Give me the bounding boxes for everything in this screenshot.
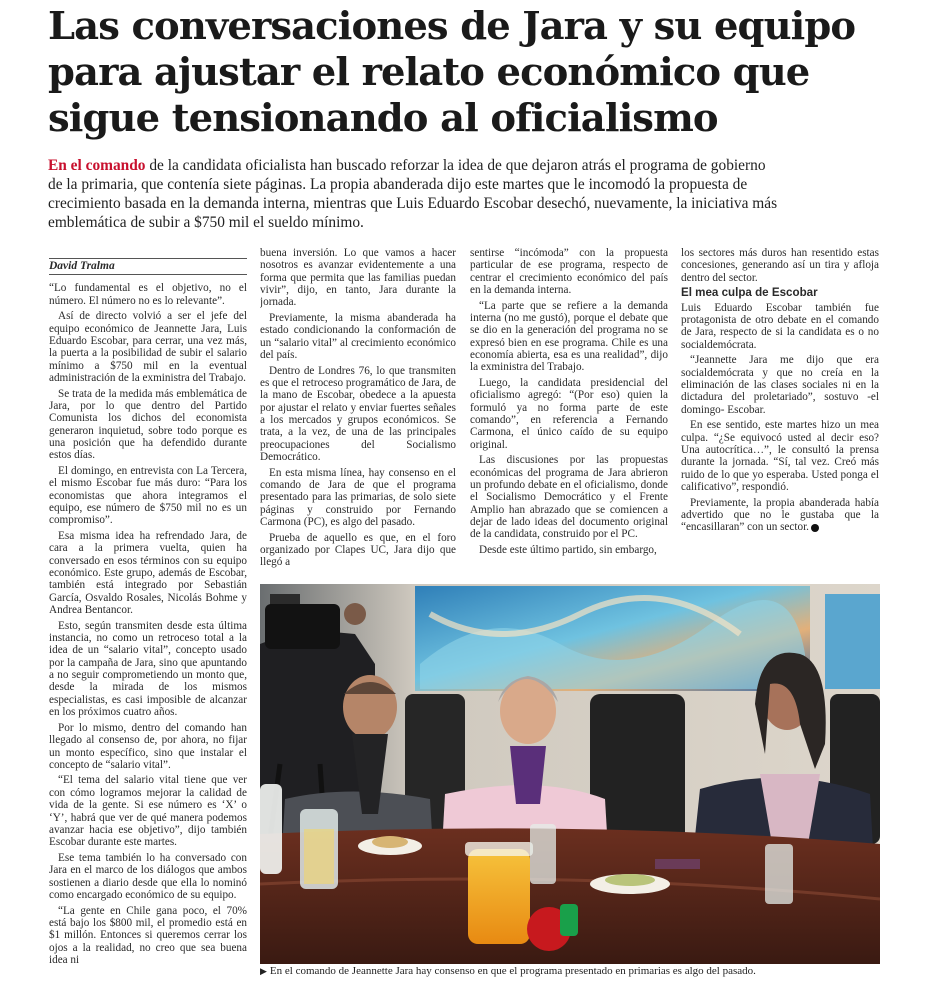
- paragraph: Así de directo volvió a ser el jefe del equipo económico de Jeannette Jara, Luis Eduardo Escobar, para cerrar, una vez más, la puerta a la posibilidad de subir el salario mínimo a $750 mil en la eventual administración de la exministra del Trabajo.: [49, 310, 247, 385]
- paragraph: Esa misma idea ha refrendado Jara, de cara a la primera vuelta, quien ha conversado en esos términos con su equipo económico. Este grupo, además de Escobar, también está integrado por Sebastián García, Osvaldo Rosales, Nicolás Bohme y Andrea Bentancor.: [49, 530, 247, 617]
- paragraph: sentirse “incómoda” con la propuesta particular de ese programa, respecto de centrar el crecimiento económico del país en la demanda interna.: [470, 247, 668, 297]
- paragraph: “La gente en Chile gana poco, el 70% está bajo los $800 mil, el promedio está en $1 millón. Entonces si queremos cerrar los ojos a la realidad, no creo que sea buena idea ni: [49, 904, 247, 966]
- column-1: [49, 258, 247, 988]
- meeting-photo-illustration: [260, 584, 880, 964]
- paragraph: Ese tema también lo ha conversado con Jara en el marco de los diálogos que ambos sostienen a diario desde que ella lo nominó como encargado económico de su equipo.: [49, 851, 247, 901]
- paragraph: Luego, la candidata presidencial del oficialismo agregó: “(Por eso) quien la formuló ya no forma parte de este comando”, en referencia a Fernando Carmona, el único caído de su equipo original.: [470, 377, 668, 451]
- column-2: [260, 247, 456, 577]
- article-photo: [260, 584, 880, 964]
- paragraph: “Jeannette Jara me dijo que era socialdemócrata y que no creía en la eliminación de las clases sociales ni en la dictadura del proletariado”, sostuvo -el domingo- Escobar.: [681, 354, 879, 416]
- paragraph: “Lo fundamental es el objetivo, no el número. El número no es lo relevante”.: [49, 282, 247, 307]
- paragraph-text: Previamente, la propia abanderada había advertido que no le gustaba que la “encasillaran” con un sector.: [681, 496, 879, 534]
- paragraph: “El tema del salario vital tiene que ver con cómo logramos mejorar la calidad de vida de la gente. Si ese número es ‘X’ o ‘Y’, habrá que ver de qué manera podemos avanzar hacia ese objetivo”, dijo también Escobar durante este martes.: [49, 774, 247, 849]
- paragraph: Por lo mismo, dentro del comando han llegado al consenso de, por ahora, no fijar un monto específico, sino que instalar el concepto de “salario vital”.: [49, 721, 247, 771]
- lead-text: de la candidata oficialista han buscado reforzar la idea de que dejaron atrás el programa de gobierno de la primaria, que contenía siete páginas. La propia abanderada dijo este martes que le incomodó la propuesta de crecimiento basada en la demanda interna, mientras que Luis Eduardo Escobar desechó, nuevamente, la iniciativa más emblemática de subir a $750 mil el sueldo mínimo.: [48, 157, 778, 231]
- paragraph: los sectores más duros han resentido estas concesiones, generando así un tira y afloja dentro del sector.: [681, 247, 879, 284]
- lead-kicker: En el comando: [48, 157, 146, 174]
- caption-arrow-icon: ▶: [260, 966, 267, 976]
- paragraph: Se trata de la medida más emblemática de Jara, por lo que dentro del Partido Comunista los dichos del economista generaron inquietud, sobre todo porque es una posición que ha defendido durante estos días.: [49, 387, 247, 462]
- column-3: [470, 247, 668, 577]
- paragraph: “La parte que se refiere a la demanda interna (no me gustó), porque el debate que se dio en la generación del programa no se expresó bien en ese programa. Chile es una economía abierta, esa es una realidad”, dijo la exministra del Trabajo.: [470, 299, 668, 374]
- column-4: [681, 247, 879, 577]
- paragraph: Previamente, la misma abanderada ha estado condicionando la conformación de un “salario vital” al crecimiento económico del país.: [260, 312, 456, 362]
- paragraph: Luis Eduardo Escobar también fue protagonista de otro debate en el comando de Jara, respecto de si la candidata es o no socialdemócrata.: [681, 301, 879, 351]
- paragraph: En esta misma línea, hay consenso en el comando de Jara de que el programa presentado para las primarias, de solo siete páginas y construido por Fernando Carmona (PC), es algo del pasado.: [260, 466, 456, 529]
- paragraph: En ese sentido, este martes hizo un mea culpa. “¿Se equivocó usted al decir eso? Una autocrítica…”, le consultó la prensa durante la jornada. “Sí, tal vez. Creó más ruido de lo que yo esperaba. Usted ponga el calificativo”, respondió.: [681, 419, 879, 494]
- paragraph: buena inversión. Lo que vamos a hacer nosotros es avanzar evidentemente a una forma que permita que las familias puedan vivir”, dijo, en tanto, Jara durante la jornada.: [260, 247, 456, 309]
- section-subhead: El mea culpa de Escobar: [681, 286, 818, 300]
- caption-text: En el comando de Jeannette Jara hay consenso en que el programa presentado en primarias es algo del pasado.: [269, 965, 756, 977]
- paragraph: Esto, según transmiten desde esta última instancia, no como un retroceso total a la idea de un “salario vital”, concepto usado por la campaña de Jara, sino que apuntando a no seguir comprometiendo un monto que, desde la mirada de los mismos especialistas, es casi imposible de alcanzar en los próximos cuatro años.: [49, 619, 247, 719]
- headline: Las conversaciones de Jara y su equipo para ajustar el relato económico que sigue tensionando al oficialismo: [48, 4, 856, 141]
- paragraph: Desde este último partido, sin embargo,: [479, 544, 657, 557]
- end-of-article-icon: [811, 524, 819, 532]
- paragraph: El domingo, en entrevista con La Tercera, el mismo Escobar fue más duro: “Para los economistas que ahora integramos el equipo, ese número de $750 mil no es un compromiso”.: [49, 465, 247, 527]
- paragraph: Prueba de aquello es que, en el foro organizado por Clapes UC, Jara dijo que llegó a: [260, 531, 456, 569]
- paragraph: Dentro de Londres 76, lo que transmiten es que el retroceso programático de Jara, de la mano de Escobar, obedece a la apuesta por ajustar el relato y enviar fuertes señales a los mercados y grupos económicos. Se trata, a la vez, de una de las principales preocupaciones del Socialismo Democrático.: [260, 364, 456, 464]
- byline: David Tralma: [49, 258, 247, 275]
- paragraph: [681, 497, 879, 534]
- photo-caption: [260, 965, 882, 978]
- lead-paragraph: [48, 156, 778, 232]
- paragraph: Las discusiones por las propuestas económicas del programa de Jara abrieron un profundo debate en el oficialismo, donde el Socialismo Democrático y el Frente Amplio han abrazado que se comiencen a dejar de lado ideas del documento original de la candidata, construido por el PC.: [470, 454, 668, 541]
